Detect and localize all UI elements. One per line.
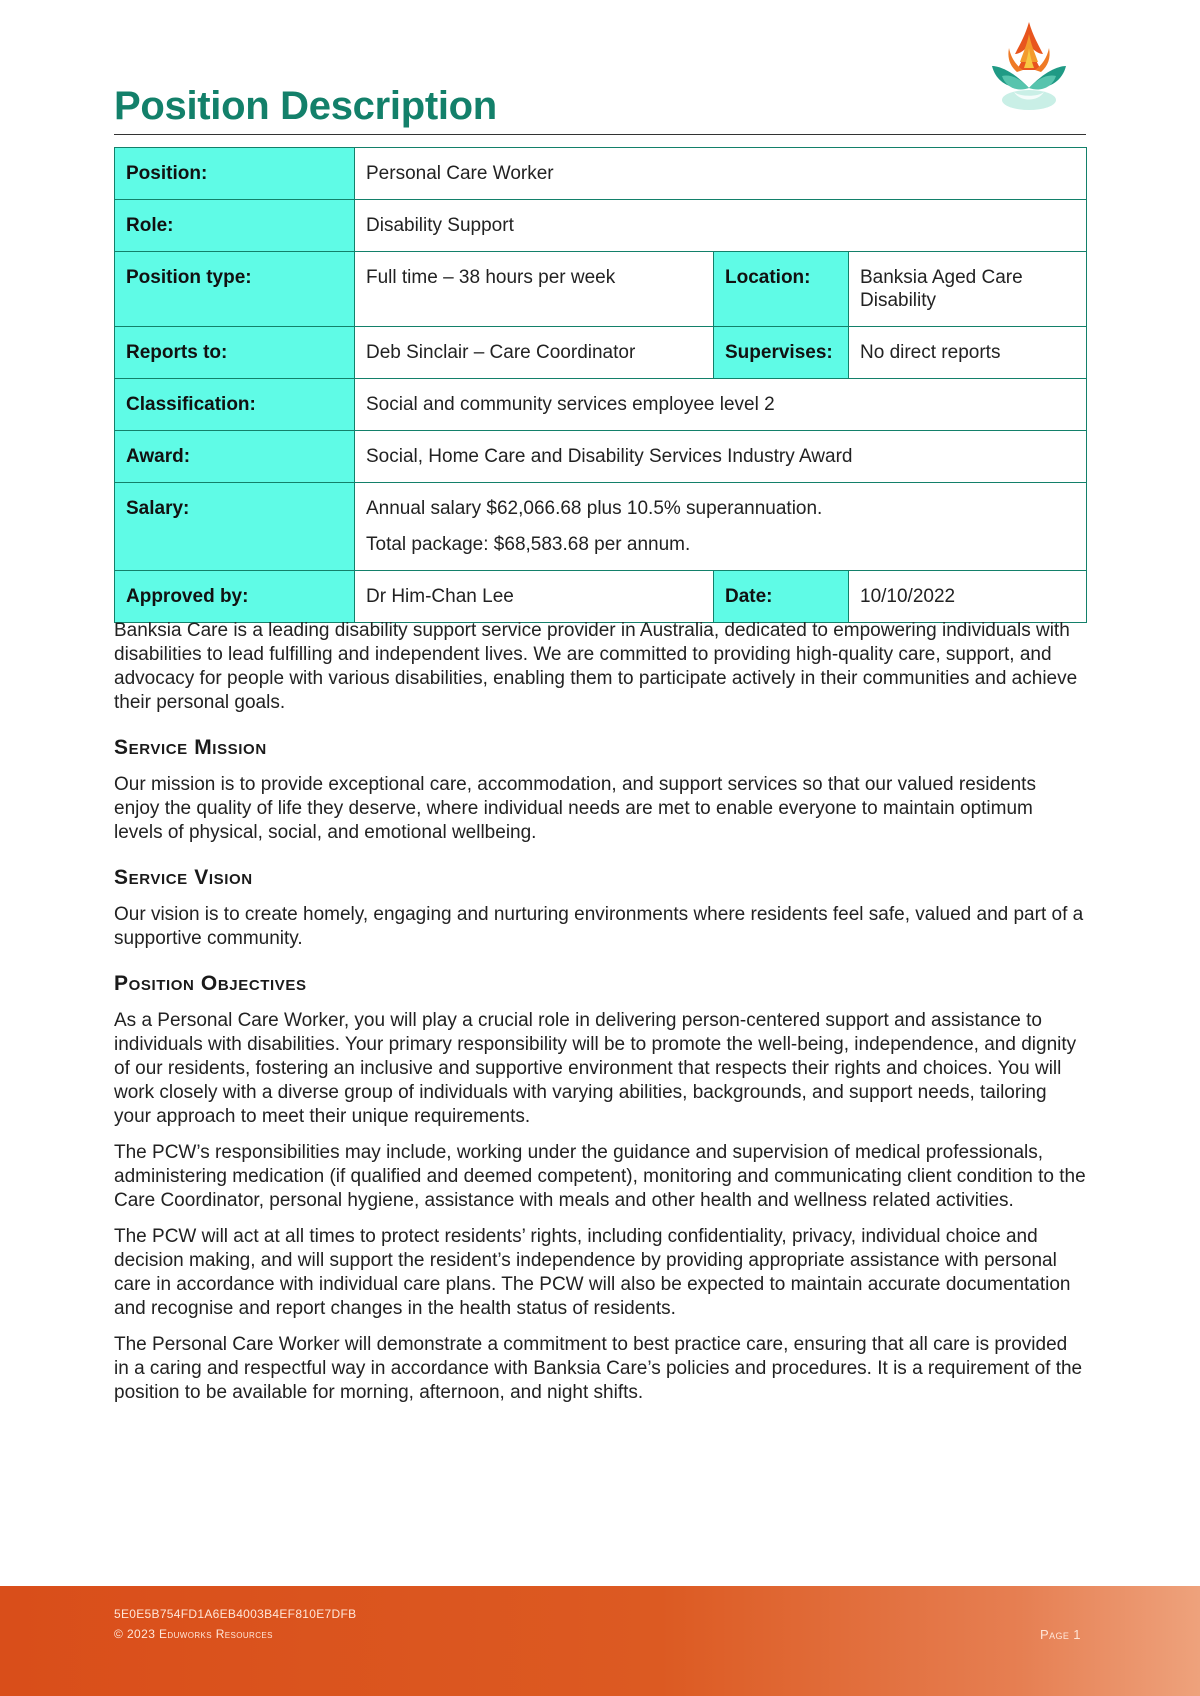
supervises-label: Supervises: (714, 327, 849, 379)
page-number: Page 1 (1040, 1627, 1081, 1642)
table-row (115, 571, 1087, 623)
position-type-value: Full time – 38 hours per week (355, 252, 714, 327)
position-details-table (114, 147, 1087, 623)
table-row (115, 148, 1087, 200)
award-value: Social, Home Care and Disability Services Industry Award (355, 431, 1087, 483)
objectives-paragraph: The Personal Care Worker will demonstrate a commitment to best practice care, ensuring that all care is provided in a caring and respectful way in accordance with Banksia Care’s policies and procedures. It is a requirement of the position to be available for morning, afternoon, and night shifts. (114, 1334, 1083, 1403)
table-row (115, 483, 1087, 571)
classification-value: Social and community services employee level 2 (355, 379, 1087, 431)
document-body (114, 619, 1086, 1417)
objectives-paragraph: The PCW’s responsibilities may include, working under the guidance and supervision of medical professionals, administering medication (if qualified and deemed competent), monitoring and communicating client condition to the Care Coordinator, personal hygiene, assistance with meals and other health and wellness related activities. (114, 1142, 1086, 1211)
table-row (115, 327, 1087, 379)
page-footer (0, 1586, 1200, 1696)
date-label: Date: (714, 571, 849, 623)
service-mission-heading: Service Mission (114, 736, 267, 759)
table-row (115, 200, 1087, 252)
approved-by-value: Dr Him-Chan Lee (355, 571, 714, 623)
salary-value (355, 483, 1087, 571)
salary-annual: Annual salary $62,066.68 plus 10.5% superannuation. (366, 498, 823, 519)
role-label: Role: (115, 200, 355, 252)
salary-label: Salary: (115, 483, 355, 571)
service-vision-heading: Service Vision (114, 866, 253, 889)
objectives-paragraph: As a Personal Care Worker, you will play a crucial role in delivering person-centered support and assistance to individuals with disabilities. Your primary responsibility will be to promote the well-being, independence, and dignity of our residents, fostering an inclusive and supportive environment that respects their rights and choices. You will work closely with a diverse group of individuals with varying abilities, backgrounds, and support needs, tailoring your approach to meet their unique requirements. (114, 1010, 1077, 1127)
service-mission-text: Our mission is to provide exceptional care, accommodation, and support services so that our valued residents enjoy the quality of life they deserve, where individual needs are met to enable everyone to maintain optimum levels of physical, social, and emotional wellbeing. (114, 774, 1036, 843)
reports-to-value: Deb Sinclair – Care Coordinator (355, 327, 714, 379)
table-row (115, 431, 1087, 483)
classification-label: Classification: (115, 379, 355, 431)
approved-by-label: Approved by: (115, 571, 355, 623)
location-label: Location: (714, 252, 849, 327)
table-row (115, 252, 1087, 327)
banksia-flower-logo-icon (984, 18, 1074, 116)
award-label: Award: (115, 431, 355, 483)
objectives-paragraph: The PCW will act at all times to protect residents’ rights, including confidentiality, privacy, individual choice and decision making, and will support the resident’s independence by providing appropriate assistance with personal care in accordance with individual care plans. The PCW will also be expected to maintain accurate documentation and recognise and report changes in the health status of residents. (114, 1226, 1071, 1319)
service-vision-text: Our vision is to create homely, engaging and nurturing environments where residents feel safe, valued and part of a supportive community. (114, 904, 1084, 949)
table-row (115, 379, 1087, 431)
salary-total-package: Total package: $68,583.68 per annum. (366, 534, 691, 555)
page-title: Position Description (114, 84, 497, 128)
title-divider (114, 134, 1086, 135)
location-value: Banksia Aged Care Disability (849, 252, 1087, 327)
position-label: Position: (115, 148, 355, 200)
position-value: Personal Care Worker (355, 148, 1087, 200)
position-objectives-heading: Position Objectives (114, 972, 307, 995)
intro-paragraph: Banksia Care is a leading disability support service provider in Australia, dedicated to empowering individuals with disabilities to lead fulfilling and independent lives. We are committed to providing high-quality care, support, and advocacy for people with various disabilities, enabling them to participate actively in their communities and achieve their personal goals. (114, 620, 1078, 713)
date-value: 10/10/2022 (849, 571, 1087, 623)
document-id: 5E0E5B754FD1A6EB4003B4EF810E7DFB (114, 1607, 357, 1621)
reports-to-label: Reports to: (115, 327, 355, 379)
position-type-label: Position type: (115, 252, 355, 327)
role-value: Disability Support (355, 200, 1087, 252)
supervises-value: No direct reports (849, 327, 1087, 379)
copyright-notice: © 2023 Eduworks Resources (114, 1627, 273, 1641)
